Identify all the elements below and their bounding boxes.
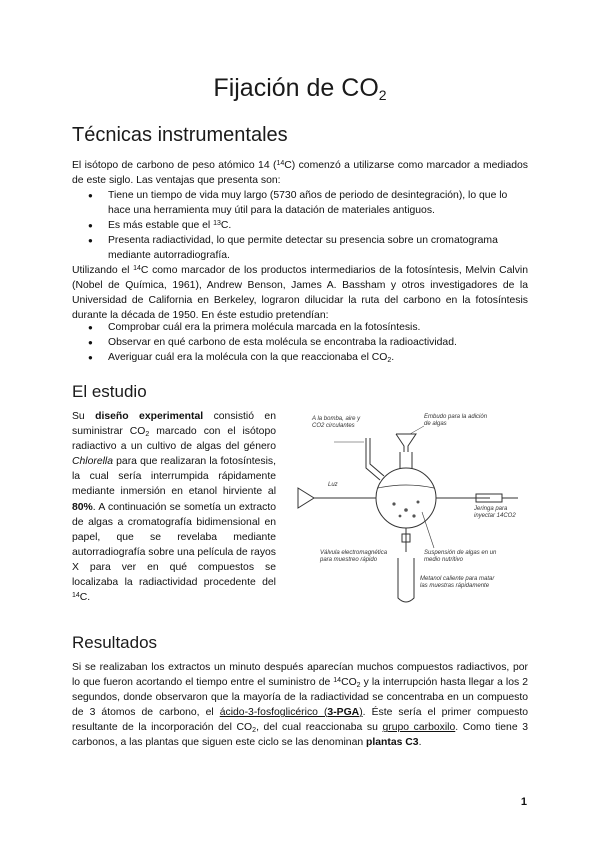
pga-link[interactable]: ácido-3-fosfoglicérico (3-PGA): [219, 707, 363, 719]
label-valvula: Válvula electromagnética para muestreo rápido: [320, 550, 388, 563]
list-item: ● Comprobar cuál era la primera molécula marcada en la fotosíntesis.: [86, 320, 528, 335]
list-item: ● Observar en qué carbono de esta molécula se encontraba la radioactividad.: [86, 335, 528, 350]
valve-shape: [402, 528, 410, 552]
label-bomba: A la bomba, aire y CO2 circulantes: [312, 416, 361, 429]
section-heading-resultados: Resultados: [72, 633, 158, 652]
label-suspension: Suspensión de algas en un medio nutritivo: [424, 550, 497, 563]
list-item: ● Es más estable que el $^{13}$C.: [86, 218, 528, 233]
syringe-shape: [436, 494, 518, 502]
study-paragraph: Su diseño experimental consistió en suministrar $CO_2$ marcado con el isótopo radiactivo a un cultivo de algas del género Chlorella para que realizaran la fotosíntesis, la cual sería interrumpida rápidamente mediante inmersión en etanol hirviente al 80%. A continuación se sometía un extracto de algas a cromatografía bidimensional en papel, que se revelaba mediante autorradiografía sobre una película de rayos X para ver en qué compuestos se localizaba la radiactividad procedente del $^{14}$C.: [72, 411, 277, 604]
section-heading-tecnicas: Técnicas instrumentales: [72, 124, 288, 146]
objectives-list: [86, 320, 528, 365]
list-item: ● Tiene un tiempo de vida muy largo (5730 años de periodo de desintegración), lo que lo hace una herramienta muy útil para la datación de materiales antiguos.: [86, 188, 528, 218]
calvin-paragraph: Utilizando el $^{14}$C como marcador de los productos intermediarios de la fotosíntesis, Melvin Calvin (Nobel de Química, 1961), Andrew Benson, James A. Bassham y otros investigadores de la Universidad de California en Berkeley, lograron dilucidar la ruta del carbono en la fotosíntesis durante la década de 1950. En éste estudio pretendían:: [72, 265, 528, 322]
list-item: ● Averiguar cuál era la molécula con la que reaccionaba el $CO_2$.: [86, 350, 528, 365]
top-funnel-shape: [396, 434, 416, 452]
label-metanol: Metanol caliente para matar las muestras rápidamente: [420, 576, 495, 589]
page-number: 1: [520, 796, 527, 808]
results-paragraph: Si se realizaban los extractos un minuto después aparecían muchos compuestos radiactivos, por lo que fueron acortando el tiempo entre el suministro de $^{14}CO_2$ y la interrupción hasta llegar a los 2 segundos, donde observaron que la mayoría de la radiactividad se concentraba en un compuesto de 3 átomos de carbono, el ácido-3-fosfoglicérico (3-PGA). Éste sería el primer compuesto resultante de la incorporación del $CO_2$, del cual reaccionaba su grupo carboxilo. Como tiene 3 carbonos, a las plantas que siguen este ciclo se las denominan plantas C3.: [72, 662, 529, 749]
label-luz: Luz: [328, 482, 338, 488]
page-title: Fijación de $CO_2$: [213, 74, 387, 103]
advantages-list: [86, 188, 528, 263]
list-item: ● Presenta radiactividad, lo que permite detectar su presencia sobre un cromatograma mediante autorradiografía.: [86, 233, 528, 263]
label-embudo: Embudo para la adición de algas: [424, 414, 488, 427]
intro-paragraph: El isótopo de carbono de peso atómico 14 ($^{14}$C) comenzó a utilizarse como marcador a mediados de este siglo. Las ventajas que presenta son:: [72, 160, 528, 187]
calvin-apparatus-figure: [284, 412, 530, 608]
test-tube-shape: [398, 558, 414, 602]
section-heading-estudio: El estudio: [72, 382, 147, 401]
carboxilo-link[interactable]: grupo carboxilo: [382, 722, 456, 734]
flask-shape: [376, 468, 436, 528]
label-jeringa: Jeringa para inyectar 14CO2: [474, 506, 516, 519]
light-funnel-shape: [298, 488, 376, 508]
